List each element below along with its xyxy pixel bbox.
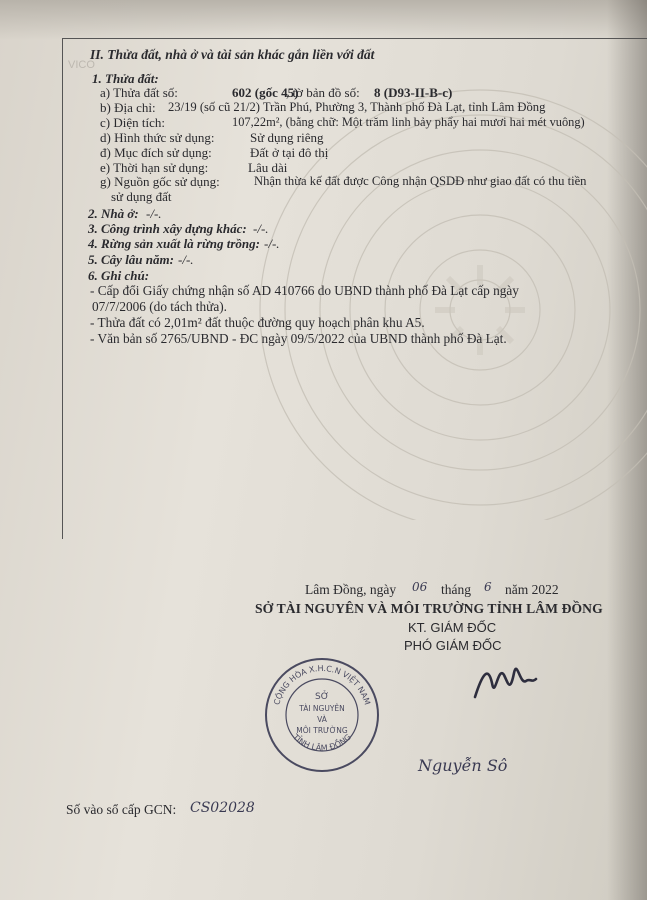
stamp-inner-2: TÀI NGUYÊN xyxy=(299,704,345,713)
house-value: -/-. xyxy=(146,206,162,221)
usage-term-label: e) Thời hạn sử dụng: xyxy=(100,160,209,175)
official-stamp-icon xyxy=(262,655,382,775)
parcel-number-value: 602 (gốc 45) xyxy=(232,85,299,100)
registry-label: Số vào sổ cấp GCN: xyxy=(66,802,177,817)
stamp-inner-4: MÔI TRƯỜNG xyxy=(296,726,348,735)
watermark-text: VICO xyxy=(68,59,95,71)
date-place-prefix: Lâm Đồng, ngày xyxy=(305,582,397,597)
stamp-outer-top: CỘNG HÒA X.H.C.N VIỆT NAM xyxy=(272,663,372,706)
usage-origin-value-cont: sử dụng đất xyxy=(111,189,172,204)
usage-purpose-value: Đất ở tại đô thị xyxy=(250,145,329,160)
usage-origin-label: g) Nguồn gốc sử dụng: xyxy=(100,174,220,189)
map-sheet-value: 8 (D93-II-B-c) xyxy=(374,85,453,100)
stamp-outer-bottom: TỈNH LÂM ĐỒNG xyxy=(291,732,353,753)
forest-value: -/-. xyxy=(264,236,280,251)
usage-term-value: Lâu dài xyxy=(248,160,288,175)
house-label: 2. Nhà ở: xyxy=(88,206,139,221)
usage-form-label: d) Hình thức sử dụng: xyxy=(100,130,215,145)
date-day: 06 xyxy=(412,580,428,594)
area-value: 107,22m², (bằng chữ: Một trăm linh bảy phẩy hai mươi hai mét vuông) xyxy=(232,115,585,129)
construction-label: 3. Công trình xây dựng khác: xyxy=(88,221,247,236)
stamp-inner-3: VÀ xyxy=(317,715,327,724)
deputy-director: PHÓ GIÁM ĐỐC xyxy=(404,638,502,653)
trees-value: -/-. xyxy=(178,252,194,267)
map-sheet-label: , tờ bản đồ số: xyxy=(286,85,360,100)
signature-scribble-icon xyxy=(470,645,540,715)
usage-origin-value: Nhận thừa kế đất được Công nhận QSDĐ như giao đất có thu tiền xyxy=(254,174,587,188)
note-line-2: 07/7/2006 (do tách thửa). xyxy=(92,299,227,314)
date-month-label: tháng xyxy=(441,582,471,597)
issuing-authority: SỞ TÀI NGUYÊN VÀ MÔI TRƯỜNG TỈNH LÂM ĐỒNG xyxy=(255,601,603,616)
registry-number: CS02028 xyxy=(190,800,255,816)
section-title: II. Thửa đất, nhà ở và tài sản khác gắn liền với đất xyxy=(90,47,375,62)
notes-label: 6. Ghi chú: xyxy=(88,268,150,283)
construction-value: -/-. xyxy=(253,221,269,236)
note-line-1: - Cấp đổi Giấy chứng nhận số AD 410766 do UBND thành phố Đà Lạt cấp ngày xyxy=(90,283,519,298)
top-shadow xyxy=(0,0,647,40)
land-heading: 1. Thửa đất: xyxy=(92,71,159,86)
trees-label: 5. Cây lâu năm: xyxy=(88,252,174,267)
address-value: 23/19 (số cũ 21/2) Trần Phú, Phường 3, Thành phố Đà Lạt, tỉnh Lâm Đồng xyxy=(168,100,546,114)
forest-label: 4. Rừng sản xuất là rừng trồng: xyxy=(88,236,260,251)
date-year: năm 2022 xyxy=(505,582,559,597)
usage-form-value: Sử dụng riêng xyxy=(250,130,324,145)
area-label: c) Diện tích: xyxy=(100,115,165,130)
note-line-4: - Văn bản số 2765/UBND - ĐC ngày 09/5/2022 của UBND thành phố Đà Lạt. xyxy=(90,331,507,346)
usage-purpose-label: đ) Mục đích sử dụng: xyxy=(100,145,212,160)
date-month: 6 xyxy=(484,580,492,594)
note-line-3: - Thửa đất có 2,01m² đất thuộc đường quy hoạch phân khu A5. xyxy=(90,315,425,330)
address-label: b) Địa chỉ: xyxy=(100,100,156,115)
parcel-number-label: a) Thửa đất số: xyxy=(100,85,178,100)
signer-name: Nguyễn Sô xyxy=(418,756,508,775)
stamp-inner-1: SỞ xyxy=(315,692,329,702)
kt-director: KT. GIÁM ĐỐC xyxy=(408,620,497,635)
